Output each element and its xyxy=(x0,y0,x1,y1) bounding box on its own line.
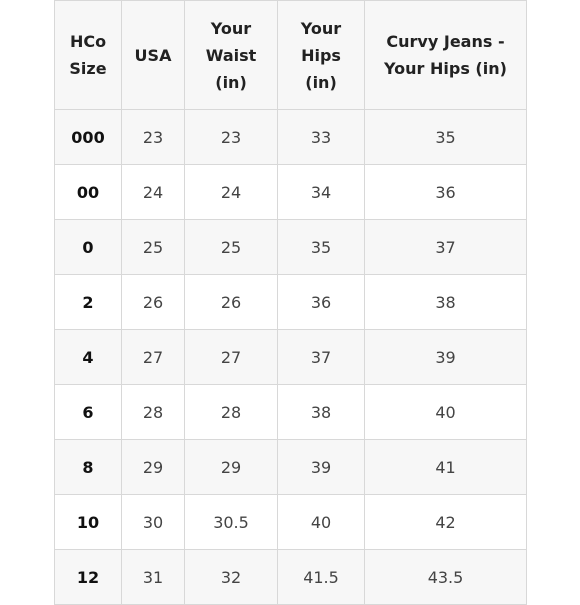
header-text: USA xyxy=(134,45,172,65)
hips-cell: 39 xyxy=(278,440,365,495)
hips-cell: 36 xyxy=(278,275,365,330)
table-row xyxy=(55,110,527,165)
usa-cell: 30 xyxy=(122,495,185,550)
header-hips xyxy=(278,1,365,110)
size-cell: 10 xyxy=(55,495,122,550)
size-cell: 12 xyxy=(55,550,122,605)
curvy-hips-cell: 38 xyxy=(365,275,527,330)
header-text: HCo xyxy=(69,32,107,51)
header-text: Curvy Jeans - xyxy=(386,32,505,51)
header-text: Your Hips (in) xyxy=(384,59,507,78)
curvy-hips-cell: 39 xyxy=(365,330,527,385)
table-row xyxy=(55,550,527,605)
hips-cell: 35 xyxy=(278,220,365,275)
hips-cell: 34 xyxy=(278,165,365,220)
waist-cell: 26 xyxy=(185,275,278,330)
hips-cell: 33 xyxy=(278,110,365,165)
waist-cell: 30.5 xyxy=(185,495,278,550)
size-cell: 000 xyxy=(55,110,122,165)
size-chart-table xyxy=(54,0,527,605)
header-text: Your xyxy=(300,18,342,38)
waist-cell: 25 xyxy=(185,220,278,275)
header-curvy-hips xyxy=(365,1,527,110)
curvy-hips-cell: 37 xyxy=(365,220,527,275)
header-text: Your xyxy=(210,18,252,38)
table-row xyxy=(55,165,527,220)
size-cell: 2 xyxy=(55,275,122,330)
table-row xyxy=(55,385,527,440)
usa-cell: 24 xyxy=(122,165,185,220)
curvy-hips-cell: 36 xyxy=(365,165,527,220)
header-waist xyxy=(185,1,278,110)
hips-cell: 38 xyxy=(278,385,365,440)
size-cell: 6 xyxy=(55,385,122,440)
table-row xyxy=(55,495,527,550)
header-text: Size xyxy=(69,59,107,78)
usa-cell: 25 xyxy=(122,220,185,275)
curvy-hips-cell: 41 xyxy=(365,440,527,495)
table-row xyxy=(55,220,527,275)
table-row xyxy=(55,330,527,385)
usa-cell: 27 xyxy=(122,330,185,385)
hips-cell: 37 xyxy=(278,330,365,385)
hips-cell: 41.5 xyxy=(278,550,365,605)
waist-cell: 23 xyxy=(185,110,278,165)
header-text: Hips xyxy=(301,45,341,65)
usa-cell: 31 xyxy=(122,550,185,605)
header-text: Waist xyxy=(205,45,257,65)
size-cell: 0 xyxy=(55,220,122,275)
header-text: (in) xyxy=(215,72,247,92)
waist-cell: 27 xyxy=(185,330,278,385)
size-cell: 8 xyxy=(55,440,122,495)
waist-cell: 32 xyxy=(185,550,278,605)
usa-cell: 29 xyxy=(122,440,185,495)
hips-cell: 40 xyxy=(278,495,365,550)
curvy-hips-cell: 35 xyxy=(365,110,527,165)
size-cell: 00 xyxy=(55,165,122,220)
table-row xyxy=(55,275,527,330)
waist-cell: 28 xyxy=(185,385,278,440)
usa-cell: 28 xyxy=(122,385,185,440)
header-text: (in) xyxy=(305,72,337,92)
curvy-hips-cell: 43.5 xyxy=(365,550,527,605)
usa-cell: 26 xyxy=(122,275,185,330)
curvy-hips-cell: 42 xyxy=(365,495,527,550)
waist-cell: 24 xyxy=(185,165,278,220)
waist-cell: 29 xyxy=(185,440,278,495)
header-row xyxy=(55,1,527,110)
table-row xyxy=(55,440,527,495)
usa-cell: 23 xyxy=(122,110,185,165)
header-hco-size xyxy=(55,1,122,110)
header-usa xyxy=(122,1,185,110)
curvy-hips-cell: 40 xyxy=(365,385,527,440)
size-cell: 4 xyxy=(55,330,122,385)
